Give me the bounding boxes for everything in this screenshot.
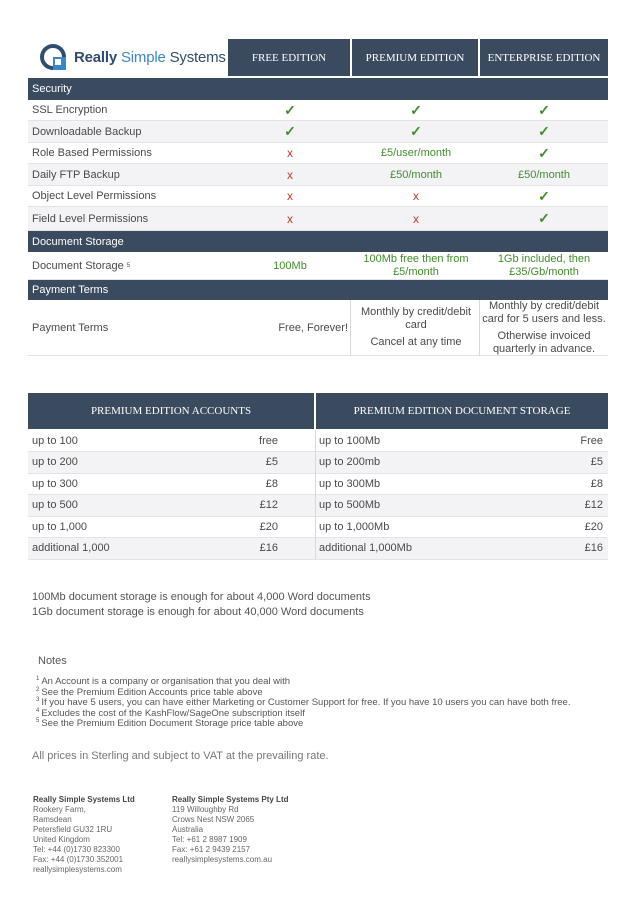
address-line: Ramsdean [33, 815, 72, 824]
address-line: reallysimplesystems.com [33, 865, 122, 874]
note-number: 3 [36, 697, 40, 703]
check-icon: ✓ [410, 101, 422, 118]
address-line: Crows Nest NSW 2065 [172, 815, 255, 824]
header-free-edition: FREE EDITION [228, 39, 350, 76]
cross-icon: x [287, 167, 293, 182]
pricing-cell: up to 300Mb [319, 477, 381, 490]
storage-enterprise: 1Gb included, then £35/Gb/month [497, 252, 591, 278]
premium-value: £50/month [390, 168, 442, 181]
note-text: See the Premium Edition Accounts price table above [41, 686, 263, 698]
check-icon: ✓ [538, 144, 550, 161]
pricing-cell: up to 500 [32, 499, 78, 511]
security-row [28, 164, 608, 186]
logo-text: Really Simple Systems [74, 48, 226, 66]
pricing-cell: £20 [584, 520, 603, 533]
check-icon: ✓ [538, 101, 550, 118]
payment-row [28, 300, 608, 356]
check-icon: ✓ [538, 187, 550, 204]
check-icon: ✓ [410, 123, 422, 139]
pricing-cell: £8 [590, 477, 603, 490]
payment-free: Free, Forever! [278, 321, 348, 334]
pricing-cell: up to 500Mb [319, 499, 381, 511]
note-item [36, 687, 263, 698]
address-line: Tel: +44 (0)1730 823300 [33, 845, 120, 854]
feature-label: Downloadable Backup [32, 125, 142, 138]
pricing-cell: £5 [265, 456, 278, 468]
logo-mark-icon [38, 42, 68, 72]
security-row [28, 186, 608, 207]
company-logo [38, 36, 228, 78]
note-item [36, 697, 570, 708]
storage-premium: 100Mb free then from £5/month [363, 252, 469, 278]
storage-free: 100Mb [273, 259, 307, 272]
section-document-storage: Document Storage [28, 231, 608, 252]
pricing-row [28, 473, 608, 495]
company-name: Really Simple Systems Pty Ltd [172, 795, 289, 804]
header-premium-edition: PREMIUM EDITION [352, 39, 478, 76]
pricing-cell: up to 100 [32, 434, 78, 447]
note-text: See the Premium Edition Document Storage price table above [41, 718, 304, 730]
address-au [172, 795, 289, 865]
feature-label: SSL Encryption [32, 104, 108, 116]
header-premium-accounts: PREMIUM EDITION ACCOUNTS [28, 393, 314, 429]
pricing-cell: up to 200mb [319, 456, 381, 468]
payment-enterprise: Monthly by credit/debit card for 5 users and less. Otherwise invoiced quarterly in advance. [482, 299, 606, 355]
pricing-cell: up to 1,000Mb [319, 520, 390, 533]
pricing-cell: up to 200 [32, 456, 78, 468]
address-line: Rookery Farm, [33, 805, 86, 814]
storage-row [28, 252, 608, 280]
pricing-cell: £8 [265, 477, 278, 490]
address-line: Petersfield GU32 1RU [33, 825, 113, 834]
section-payment-terms: Payment Terms [28, 280, 608, 300]
address-uk [33, 795, 135, 875]
premium-value: £5/user/month [380, 147, 452, 159]
feature-label: Field Level Permissions [32, 212, 149, 225]
note-text: Excludes the cost of the KashFlow/SageOne subscription itself [41, 707, 305, 719]
pricing-cell: £5 [590, 456, 603, 468]
note-number: 2 [36, 686, 40, 693]
header-premium-storage: PREMIUM EDITION DOCUMENT STORAGE [316, 393, 608, 429]
notes-title: Notes [38, 655, 67, 667]
pricing-cell: £16 [584, 542, 603, 554]
address-line: Australia [172, 825, 204, 834]
address-line: 119 Willoughby Rd [172, 805, 239, 814]
pricing-cell: additional 1,000 [32, 542, 110, 554]
pricing-cell: up to 1,000 [32, 520, 88, 533]
note-item [36, 708, 305, 719]
storage-note-1: 100Mb document storage is enough for about 4,000 Word documents [32, 591, 371, 603]
storage-note-2: 1Gb document storage is enough for about 40,000 Word documents [32, 606, 364, 618]
pricing-row [28, 452, 608, 474]
security-row [28, 121, 608, 143]
pricing-row [28, 538, 608, 560]
pricing-cell: up to 300 [32, 477, 78, 490]
feature-label: Role Based Permissions [32, 147, 152, 159]
pricing-cell: £16 [259, 542, 278, 554]
cross-icon: x [413, 211, 419, 226]
divider [350, 300, 351, 356]
pricing-row [28, 516, 608, 538]
cross-icon: x [287, 211, 293, 226]
address-line: Fax: +61 2 9439 2157 [172, 845, 251, 854]
cross-icon: x [413, 189, 419, 203]
note-text: If you have 5 users, you can have either Marketing or Customer Support for free. If you have 10 users you can have both free. [41, 697, 571, 709]
note-item [36, 718, 303, 729]
check-icon: ✓ [284, 101, 296, 118]
enterprise-value: £50/month [518, 168, 570, 181]
pricing-cell: additional 1,000Mb [319, 542, 412, 554]
section-security: Security [28, 78, 608, 100]
note-number: 5 [36, 718, 40, 724]
address-line: United Kingdom [33, 835, 90, 844]
pricing-cell: £12 [584, 499, 603, 511]
divider [315, 430, 316, 559]
payment-label: Payment Terms [32, 321, 109, 334]
security-row [28, 207, 608, 231]
note-number: 4 [36, 707, 40, 714]
vat-statement: All prices in Sterling and subject to VAT at the prevailing rate. [32, 750, 329, 762]
address-line: reallysimplesystems.com.au [172, 855, 273, 864]
pricing-cell: Free [580, 434, 603, 447]
check-icon: ✓ [284, 123, 296, 139]
pricing-row [28, 495, 608, 517]
note-text: An Account is a company or organisation that you deal with [41, 676, 291, 688]
divider [479, 300, 480, 356]
pricing-cell: £20 [259, 520, 278, 533]
note-item [36, 676, 290, 687]
cross-icon: x [287, 189, 293, 203]
note-number: 1 [36, 676, 40, 682]
cross-icon: x [287, 146, 293, 160]
payment-premium: Monthly by credit/debit card Cancel at any time [360, 306, 472, 348]
company-name: Really Simple Systems Ltd [33, 795, 135, 804]
pricing-row [28, 430, 608, 452]
check-icon: ✓ [538, 123, 550, 139]
feature-label: Object Level Permissions [32, 190, 157, 202]
security-row [28, 143, 608, 164]
security-row [28, 100, 608, 121]
header-enterprise-edition: ENTERPRISE EDITION [480, 39, 608, 76]
address-line: Tel: +61 2 8987 1909 [172, 835, 247, 844]
check-icon: ✓ [538, 210, 550, 226]
feature-label: Daily FTP Backup [32, 168, 120, 181]
address-line: Fax: +44 (0)1730 352001 [33, 855, 124, 864]
pricing-cell: £12 [259, 499, 278, 511]
pricing-cell: free [259, 434, 278, 447]
storage-label: Document Storage 5 [32, 259, 131, 272]
pricing-cell: up to 100Mb [319, 434, 381, 447]
